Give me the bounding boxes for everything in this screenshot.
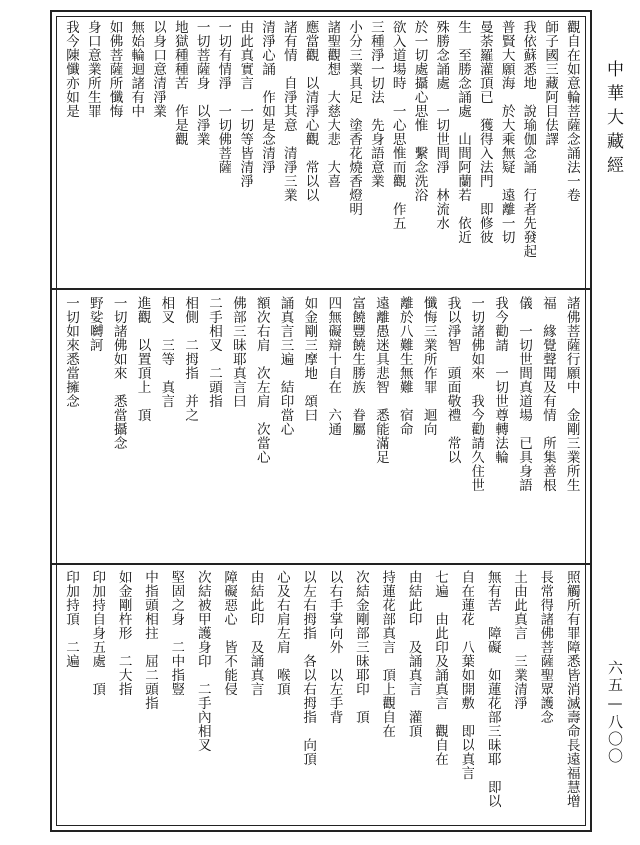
- text-column: 遠離愚迷具悲智 悉能滿足: [372, 296, 389, 464]
- text-column: 生 至勝念誦處 山間阿蘭若 依近: [455, 20, 472, 244]
- text-column: 諸有情 自淨其意 清淨三業: [280, 20, 297, 202]
- text-column: 誦真言三遍 結印當心: [277, 296, 294, 436]
- text-column: 欲入道場時 一心思惟而觀 作五: [389, 20, 406, 230]
- text-column: 次結金剛部三昧耶印 頂: [352, 570, 369, 724]
- text-column: 離於八難生無難 宿命: [396, 296, 413, 436]
- text-column: 我依蘇悉地 說瑜伽念誦 行者先發起: [520, 20, 537, 258]
- text-column: 照觸所有罪障悉皆消滅壽命長遠福慧增: [563, 570, 580, 808]
- text-column: 一切菩薩身 以淨業: [193, 20, 210, 146]
- text-column: 應當觀 以清淨心觀 常以以: [302, 20, 319, 202]
- text-column: 如佛菩薩所懺悔: [106, 20, 123, 118]
- text-column: 由結此印 及誦真言 灌頂: [405, 570, 422, 738]
- text-column: 中指頭相拄 屈二頭指: [142, 570, 159, 710]
- text-column: 我今勸請 一切世尊轉法輪: [492, 296, 509, 464]
- text-column: 佛部三昧耶真言曰: [229, 296, 246, 408]
- text-column: 額次右肩 次左肩 次當心: [253, 296, 270, 464]
- text-column: 無始輪迴諸有中: [128, 20, 145, 118]
- text-column: 印加持頂 二遍: [63, 570, 79, 668]
- text-column: 小分三業具足 塗香花燒香燈明: [346, 20, 363, 216]
- text-column: 於一切處攝心思惟 繫念洗浴: [411, 20, 428, 202]
- text-column: 以左右拇指 各以右拇指 向頂: [300, 570, 317, 766]
- text-column: 以身口意清淨業: [150, 20, 167, 118]
- text-column: 堅固之身 二中指豎: [168, 570, 185, 696]
- text-column: 師子國三藏阿目佉譯: [542, 20, 559, 146]
- text-column: 無有苦 障礙 如蓮花部三昧耶 即以: [484, 570, 501, 808]
- text-column: 諸佛菩薩行願中 金剛三業所生: [563, 296, 580, 492]
- text-column: 一切有情淨 一切佛菩薩: [215, 20, 232, 174]
- text-column: 進觀 以置頂上 頂: [134, 296, 151, 422]
- text-column: 相側 二拇指 并之: [182, 296, 199, 422]
- text-column: 地獄種種苦 作是觀: [171, 20, 188, 146]
- text-column: 以右手掌向外 以左手背: [326, 570, 343, 724]
- text-column: 自在蓮花 八葉如開敷 即以真言: [458, 570, 475, 780]
- sutra-collection-title: 中華大藏經: [603, 60, 623, 180]
- text-panel-2: [62, 296, 580, 556]
- text-column: 三種淨一切法 先身語意業: [367, 20, 384, 188]
- page-frame: [50, 10, 592, 832]
- text-column: 四無礙辯十自在 六通: [325, 296, 342, 436]
- text-column: 持蓮花部真言 頂上觀自在: [379, 570, 396, 738]
- text-column: 一切諸佛如來 悉當攝念: [110, 296, 127, 450]
- text-column: 野娑嚩訶: [86, 296, 103, 352]
- text-column: 儀 一切世間真道場 已具身語: [516, 296, 533, 492]
- text-column: 次結被甲護身印 二手內相叉: [194, 570, 211, 752]
- text-column: 由此真實言 一切等皆清淨: [237, 20, 254, 188]
- text-column: 長常得諸佛菩薩聖眾護念: [537, 570, 554, 724]
- text-column: 如金剛三摩地 頌曰: [301, 296, 318, 422]
- text-column: 土由此真言 三業清淨: [511, 570, 528, 710]
- text-panel-1: [62, 20, 580, 282]
- text-column: 普賢大願海 於大乘無疑 遠離一切: [498, 20, 515, 244]
- text-column: 身口意業所生罪: [84, 20, 101, 118]
- text-column: 印加持自身五處 頂: [89, 570, 106, 696]
- text-column: 一切如來悉當擁念: [63, 296, 79, 408]
- panel-divider-2: [52, 563, 590, 565]
- text-column: 七遍 由此印及誦真言 觀自在: [432, 570, 449, 766]
- text-column: 懺悔三業所作罪 迴向: [420, 296, 437, 436]
- text-column: 觀自在如意輪菩薩念誦法一卷: [563, 20, 580, 202]
- text-column: 相叉 三等 真言: [158, 296, 175, 408]
- text-column: 清淨心誦 作如是念清淨: [259, 20, 276, 174]
- page-number: 六五—八〇〇: [606, 660, 624, 765]
- text-column: 我以淨智 頭面敬禮 常以: [444, 296, 461, 464]
- panel-divider-1: [52, 288, 590, 290]
- text-column: 二手相叉 二頭指: [206, 296, 223, 408]
- text-column: 一切諸佛如來 我今勸請久住世: [468, 296, 485, 492]
- text-column: 諸聖觀想 大慈大悲 大喜: [324, 20, 341, 188]
- text-column: 福 緣覺聲聞及有情 所集善根: [539, 296, 556, 492]
- text-panel-3: [62, 570, 580, 824]
- text-column: 曼荼羅灌頂已 獲得入法門 即修彼: [476, 20, 493, 244]
- text-column: 由結此印 及誦真言: [247, 570, 264, 696]
- text-column: 殊勝念誦處 一切世間淨 林流水: [433, 20, 450, 230]
- text-column: 我今陳懺亦如是: [63, 20, 79, 118]
- text-column: 如金剛杵形 二大指: [115, 570, 132, 696]
- text-column: 富饒豐饒生勝族 眷屬: [349, 296, 366, 436]
- text-column: 心及右肩左肩 喉頂: [273, 570, 290, 696]
- text-column: 障礙惡心 皆不能侵: [221, 570, 238, 696]
